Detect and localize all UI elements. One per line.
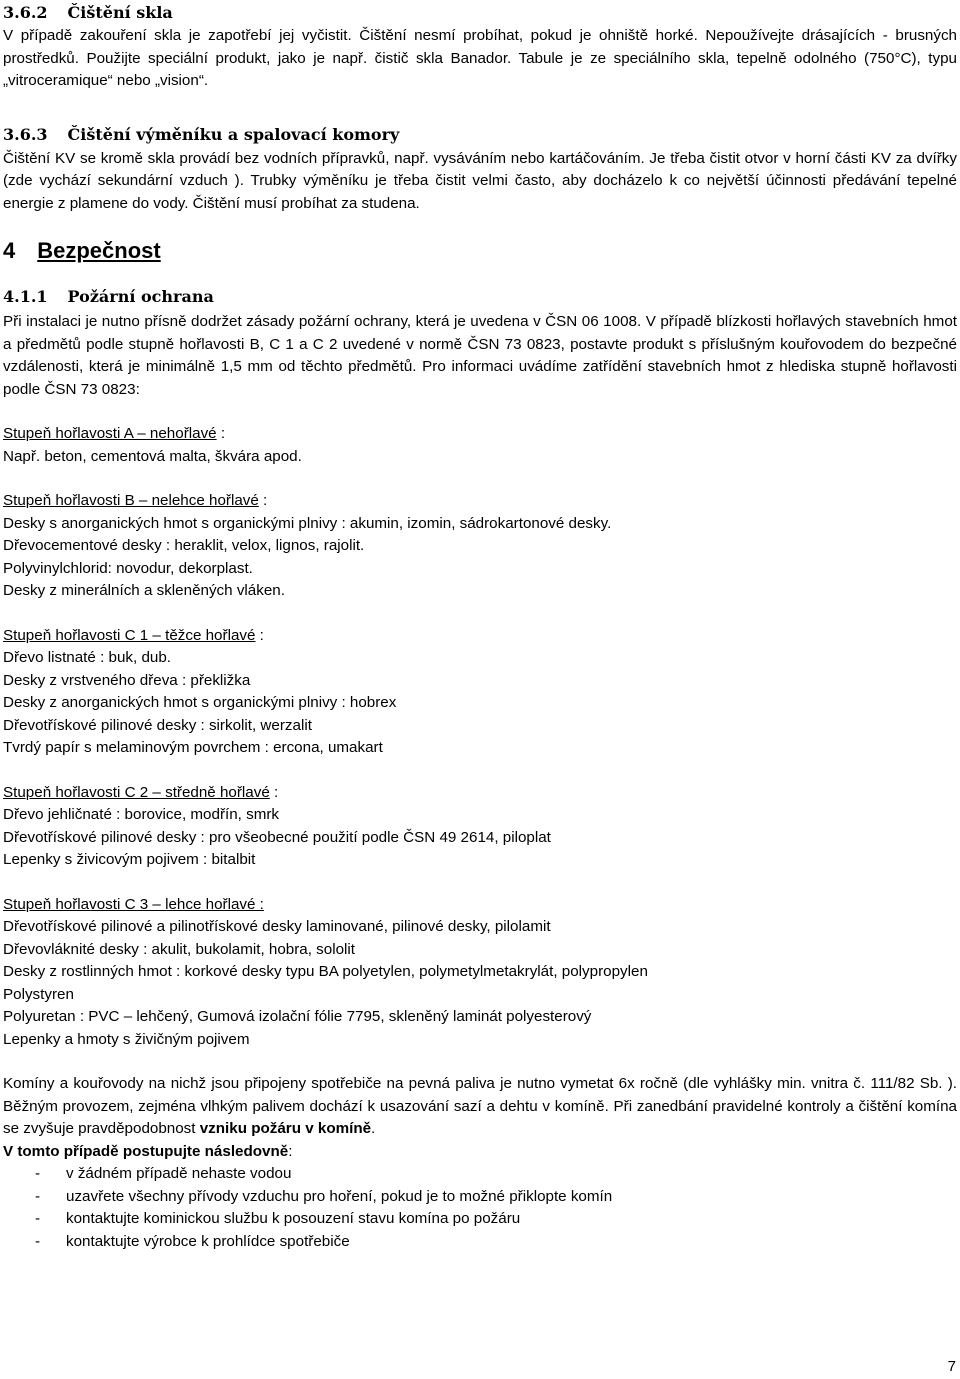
grade-item: Např. beton, cementová malta, škvára apod. [3, 447, 302, 465]
grade-item: Dřevotřískové pilinové a pilinotřískové desky laminované, pilinové desky, pilolamit [3, 918, 551, 935]
paragraph-glass-cleaning: V případě zakouření skla je zapotřebí jej vyčistit. Čištění nesmí probíhat, pokud je ohniště horké. Nepoužívejte drásajících - brusných prostředků. Použijte speciální produkt, jako je např. čistič skla Banador. Tabule je ze speciálního skla, tepelně odolného (750°C), typu „vitroceramique“ nebo „vision“. [3, 27, 957, 89]
section-title: Požární ochrana [67, 287, 214, 306]
section-heading-3-6-2 [3, 2, 957, 24]
paragraph-chimney: Komíny a kouřovody na nichž jsou připojeny spotřebiče na pevná paliva je nutno vymetat 6x ročně (dle vyhlášky min. vnitra č. 111/82 Sb. ). Běžným provozem, zejména vlhkým palivem dochází k usazování sazí a dehtu v komíně. Při zanedbání pravidelné kontroly a čištění komína se zvyšuje pravděpodobnost vzniku požáru v komíně. [3, 1075, 957, 1137]
grade-item: Desky z vrstveného dřeva : překližka [3, 671, 251, 689]
section-title: Čištění výměníku a spalovací komory [67, 124, 400, 144]
page-number: 7 [947, 1358, 956, 1375]
chimney-fire-emphasis: vzniku požáru v komíně [199, 1120, 372, 1137]
grade-item: Desky z minerálních a skleněných vláken. [3, 582, 285, 599]
document-page [3, 0, 957, 1253]
list-item: - kontaktujte výrobce k prohlídce spotřebiče [3, 1231, 957, 1254]
grade-block-a [3, 423, 957, 468]
list-item: - v žádném případě nehaste vodou [3, 1163, 957, 1186]
grade-item: Polyvinylchlorid: novodur, dekorplast. [3, 559, 253, 577]
grade-item: Dřevocementové desky : heraklit, velox, lignos, rajolit. [3, 537, 365, 554]
list-item: - uzavřete všechny přívody vzduchu pro hoření, pokud je to možné přiklopte komín [3, 1186, 957, 1209]
grade-item: Dřevo jehličnaté : borovice, modřín, smrk [3, 806, 280, 823]
grade-block-c1 [3, 625, 957, 760]
chapter-title: Bezpečnost [37, 238, 161, 263]
paragraph-fire-protection: Při instalaci je nutno přísně dodržet zásady požární ochrany, která je uvedena v ČSN 06 1008. V případě blízkosti hořlavých stavebních hmot a předmětů podle stupně hořlavosti B, C 1 a C 2 uvedené v normě ČSN 73 0823, postavte produkt s příslušným kouřovodem do bezpečné vzdálenosti, která je minimálně 1,5 mm od těchto předmětů. Pro informaci uvádíme zatřídění stavebních hmot z hlediska stupně hořlavosti podle ČSN 73 0823: [3, 313, 957, 398]
grade-block-c2 [3, 782, 957, 872]
grade-heading: Stupeň hořlavosti C 2 – středně hořlavé : [3, 783, 279, 801]
grade-item: Desky z anorganických hmot s organickými plnivy : hobrex [3, 694, 397, 711]
section-number: 3.6.2 [3, 3, 48, 22]
procedure-steps-list [3, 1163, 957, 1253]
grade-item: Dřevotřískové pilinové desky : sirkolit, werzalit [3, 716, 312, 734]
grade-item: Dřevo listnaté : buk, dub. [3, 649, 171, 666]
grade-item: Lepenky s živicovým pojivem : bitalbit [3, 851, 256, 868]
section-number: 3.6.3 [3, 124, 48, 144]
procedure-heading: V tomto případě postupujte následovně: [3, 1142, 293, 1160]
section-number: 4.1.1 [3, 287, 48, 306]
section-title: Čištění skla [67, 3, 173, 22]
grade-block-c3 [3, 894, 957, 1052]
chapter-number: 4 [3, 238, 16, 263]
grade-item: Dřevovláknité desky : akulit, bukolamit, hobra, sololit [3, 940, 356, 958]
grade-heading: Stupeň hořlavosti C 1 – těžce hořlavé : [3, 626, 264, 644]
grade-heading: Stupeň hořlavosti B – nelehce hořlavé : [3, 492, 268, 509]
grade-block-b [3, 490, 957, 603]
section-heading-3-6-3 [3, 124, 957, 146]
list-item: - kontaktujte kominickou službu k posouzení stavu komína po požáru [3, 1208, 957, 1231]
grade-heading: Stupeň hořlavosti C 3 – lehce hořlavé : [3, 895, 264, 913]
grade-heading: Stupeň hořlavosti A – nehořlavé : [3, 425, 226, 442]
grade-item: Lepenky a hmoty s živičným pojivem [3, 1030, 250, 1048]
grade-item: Dřevotřískové pilinové desky : pro všeobecné použití podle ČSN 49 2614, piloplat [3, 828, 551, 846]
grade-item: Tvrdý papír s melaminovým povrchem : ercona, umakart [3, 739, 383, 756]
paragraph-exchanger-cleaning: Čištění KV se kromě skla provádí bez vodních přípravků, např. vysáváním nebo kartáčováním. Je třeba čistit otvor v horní části KV za dvířky (zde vychází sekundární vzduch ). Trubky výměníku je třeba čistit velmi často, aby docházelo k co největší účinnosti předávání tepelné energie z plamene do vody. Čištění musí probíhat za studena. [3, 149, 957, 212]
grade-item: Desky z rostlinných hmot : korkové desky typu BA polyetylen, polymetylmetakrylát, polypropylen [3, 963, 648, 980]
chapter-heading-4 [3, 237, 957, 265]
section-heading-4-1-1 [3, 286, 957, 308]
grade-item: Polystyren [3, 985, 74, 1003]
grade-item: Desky s anorganických hmot s organickými plnivy : akumin, izomin, sádrokartonové desky. [3, 514, 612, 532]
grade-item: Polyuretan : PVC – lehčený, Gumová izolační fólie 7795, skleněný laminát polyesterový [3, 1008, 592, 1025]
